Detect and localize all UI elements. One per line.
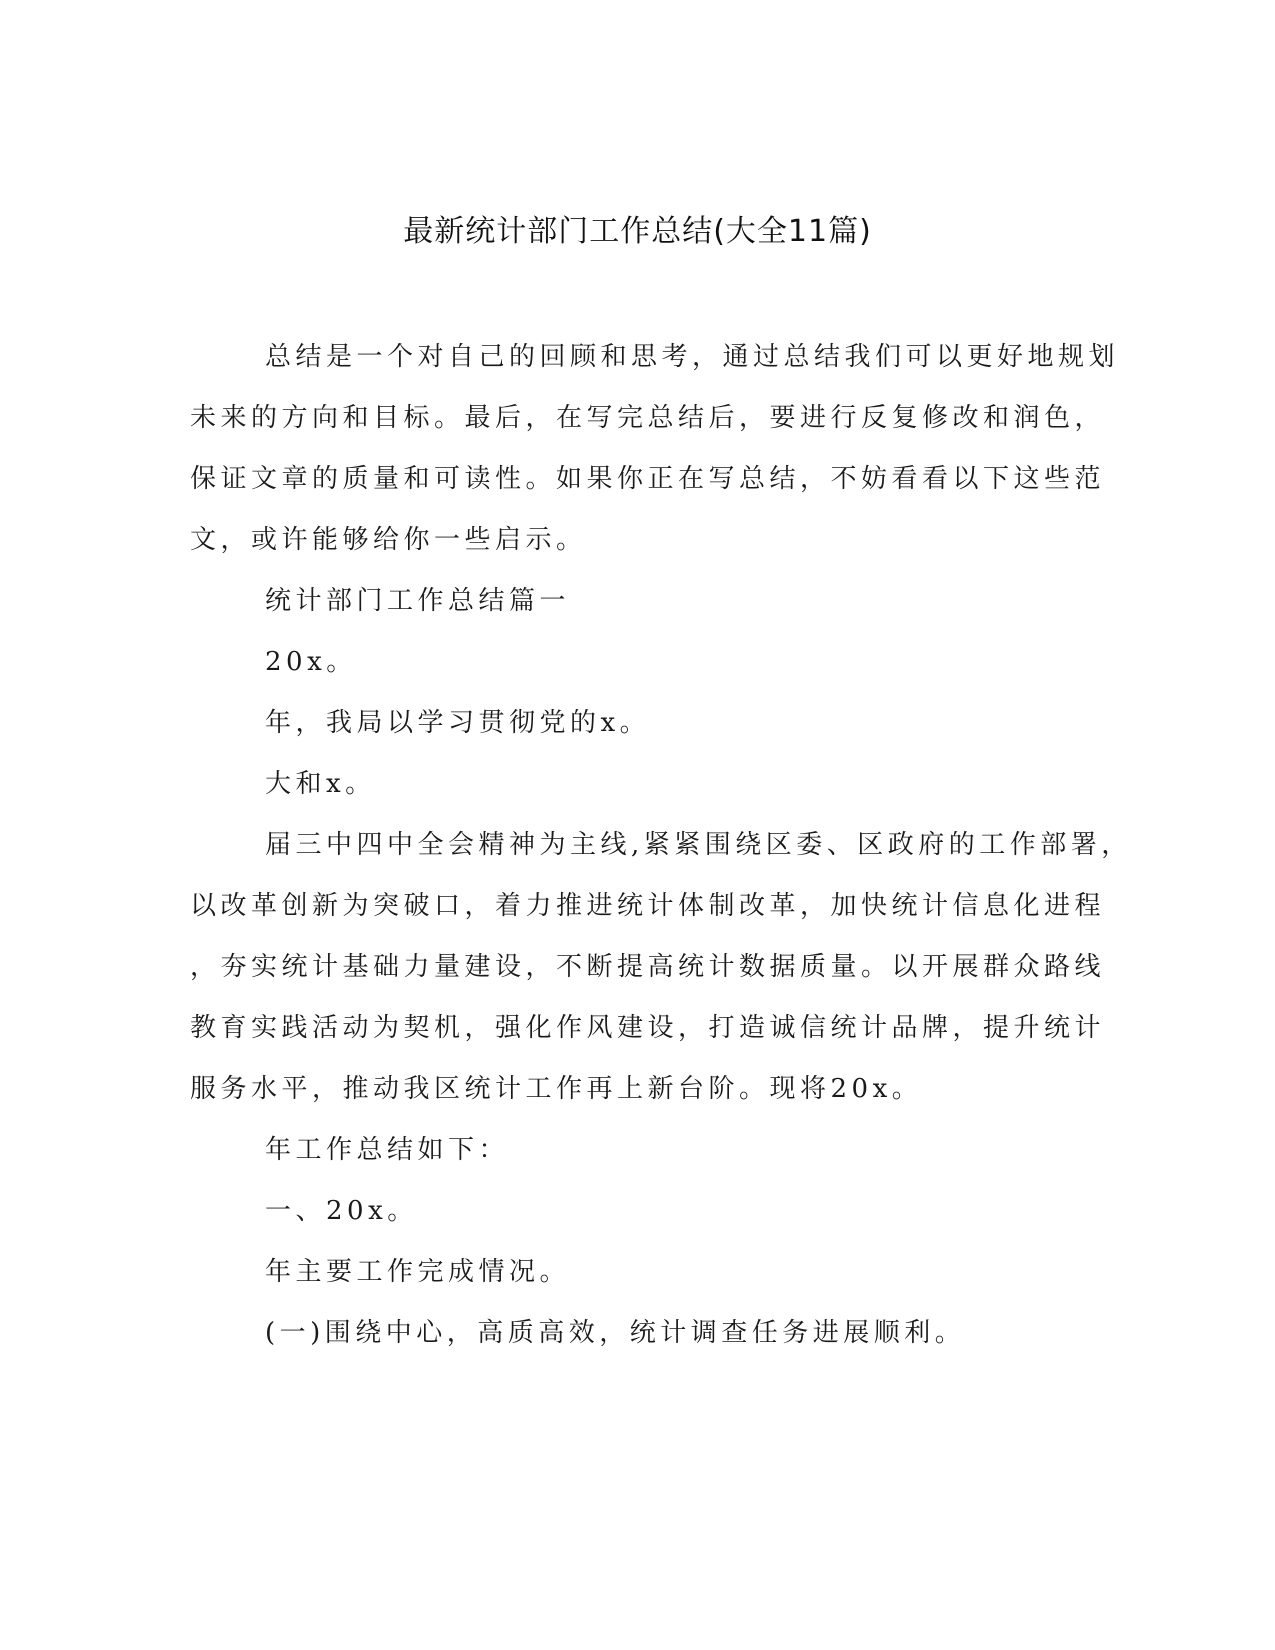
main-line-1: 届三中四中全会精神为主线,紧紧围绕区委、区政府的工作部署， <box>265 830 1132 860</box>
main-line-5: 服务水平，推动我区统计工作再上新台阶。现将20x。 <box>190 1074 923 1104</box>
intro-line-2: 未来的方向和目标。最后，在写完总结后，要进行反复修改和润色， <box>190 403 1106 433</box>
intro-line-1: 总结是一个对自己的回顾和思考，通过总结我们可以更好地规划 <box>265 342 1120 372</box>
paragraph-year: 20x。 <box>265 647 357 677</box>
paragraph-subsection-one: (一)围绕中心，高质高效，统计调查任务进展顺利。 <box>265 1318 966 1348</box>
main-line-3: ，夯实统计基础力量建设，不断提高统计数据质量。以开展群众路线 <box>190 952 1106 982</box>
paragraph-study: 年，我局以学习贯彻党的x。 <box>265 708 651 738</box>
main-paragraph <box>190 815 1132 1120</box>
paragraph-summary-intro: 年工作总结如下： <box>265 1135 510 1165</box>
intro-line-4: 文，或许能够给你一些启示。 <box>190 525 587 555</box>
main-line-4: 教育实践活动为契机，强化作风建设，打造诚信统计品牌，提升统计 <box>190 1013 1106 1043</box>
main-line-2: 以改革创新为突破口，着力推进统计体制改革，加快统计信息化进程 <box>190 891 1106 921</box>
paragraph-section-one: 一、20x。 <box>265 1196 418 1226</box>
paragraph-main-work: 年主要工作完成情况。 <box>265 1257 571 1287</box>
section-heading: 统计部门工作总结篇一 <box>265 586 571 616</box>
intro-paragraph <box>190 327 1120 571</box>
intro-line-3: 保证文章的质量和可读性。如果你正在写总结，不妨看看以下这些范 <box>190 464 1106 494</box>
document-title: 最新统计部门工作总结(大全11篇) <box>403 214 872 249</box>
document-body <box>190 327 1132 1364</box>
paragraph-congress: 大和x。 <box>265 769 376 799</box>
